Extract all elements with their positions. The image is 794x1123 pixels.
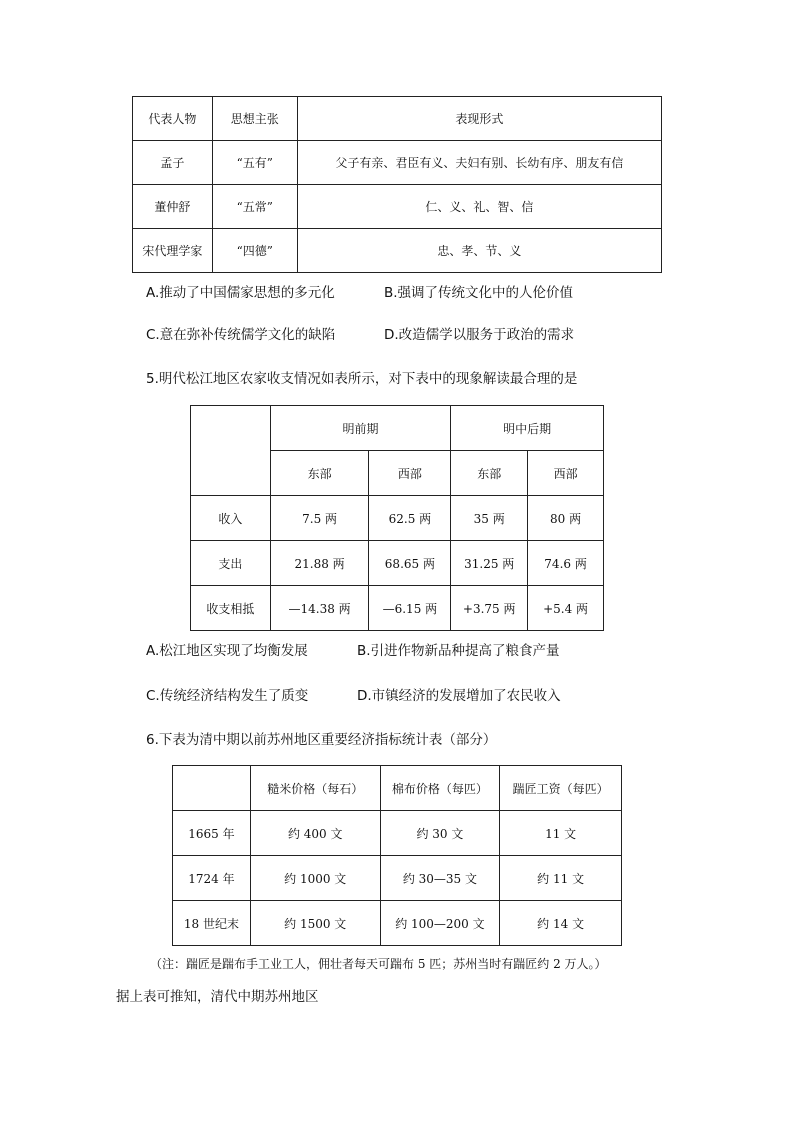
table-cell: 68.65 两 <box>369 541 451 586</box>
q6-note: （注：踹匠是踹布手工业工人，佣壮者每天可踹布 5 匹；苏州当时有踹匠约 2 万人。） <box>150 957 607 971</box>
q5-option-a: A.松江地区实现了均衡发展 <box>146 643 308 659</box>
header-cell: 东部 <box>270 451 369 496</box>
table-cell: —14.38 两 <box>270 586 369 631</box>
table-cell: +3.75 两 <box>451 586 528 631</box>
table-row <box>133 185 662 229</box>
header-cell: 代表人物 <box>133 97 213 141</box>
table-row <box>191 496 604 541</box>
table-cell: 孟子 <box>133 141 213 185</box>
table-cell: 约 1500 文 <box>250 901 380 946</box>
table-header-row <box>173 766 622 811</box>
table-row <box>191 586 604 631</box>
period-header-row <box>191 406 604 451</box>
table-cell: 约 14 文 <box>500 901 622 946</box>
table-cell: 62.5 两 <box>369 496 451 541</box>
table-cell: 董仲舒 <box>133 185 213 229</box>
table-cell: 约 30 文 <box>380 811 500 856</box>
table-cell: 约 11 文 <box>500 856 622 901</box>
table-cell: 7.5 两 <box>270 496 369 541</box>
table-cell: 宋代理学家 <box>133 229 213 273</box>
table-cell: 35 两 <box>451 496 528 541</box>
row-label: 支出 <box>191 541 271 586</box>
table-cell: 21.88 两 <box>270 541 369 586</box>
table-cell: “四德” <box>212 229 297 273</box>
table-cell: 约 30—35 文 <box>380 856 500 901</box>
header-cell: 踹匠工资（每匹） <box>500 766 622 811</box>
table-cell: 74.6 两 <box>528 541 604 586</box>
header-cell: 棉布价格（每匹） <box>380 766 500 811</box>
table-row <box>191 541 604 586</box>
table-cell: 18 世纪末 <box>173 901 251 946</box>
table-cell: 忠、孝、节、义 <box>297 229 661 273</box>
row-label: 收入 <box>191 496 271 541</box>
table-cell: “五有” <box>212 141 297 185</box>
table-row <box>173 856 622 901</box>
table-cell: 1665 年 <box>173 811 251 856</box>
table-cell: —6.15 两 <box>369 586 451 631</box>
table-cell: 约 100—200 文 <box>380 901 500 946</box>
header-cell: 糙米价格（每石） <box>250 766 380 811</box>
q5-option-d: D.市镇经济的发展增加了农民收入 <box>357 688 561 704</box>
q5-stem: 5.明代松江地区农家收支情况如表所示，对下表中的现象解读最合理的是 <box>146 371 578 387</box>
table-row <box>133 141 662 185</box>
q4-option-c: C.意在弥补传统儒学文化的缺陷 <box>146 327 336 343</box>
header-cell: 东部 <box>451 451 528 496</box>
table-cell: +5.4 两 <box>528 586 604 631</box>
q4-option-a: A.推动了中国儒家思想的多元化 <box>146 285 335 301</box>
table-cell: 约 400 文 <box>250 811 380 856</box>
header-cell: 表现形式 <box>297 97 661 141</box>
corner-cell <box>191 406 271 496</box>
table-row <box>173 811 622 856</box>
table-cell: 31.25 两 <box>451 541 528 586</box>
header-cell: 思想主张 <box>212 97 297 141</box>
row-label: 收支相抵 <box>191 586 271 631</box>
suzhou-table <box>172 765 622 946</box>
header-cell: 西部 <box>528 451 604 496</box>
table-cell: “五常” <box>212 185 297 229</box>
q6-followup: 据上表可推知，清代中期苏州地区 <box>116 989 319 1005</box>
table-cell: 1724 年 <box>173 856 251 901</box>
table-header-row <box>133 97 662 141</box>
table-row <box>173 901 622 946</box>
header-cell: 明前期 <box>270 406 451 451</box>
header-cell: 明中后期 <box>451 406 604 451</box>
ethics-table <box>132 96 662 273</box>
q4-option-d: D.改造儒学以服务于政治的需求 <box>384 327 575 343</box>
table-cell: 父子有亲、君臣有义、夫妇有别、长幼有序、朋友有信 <box>297 141 661 185</box>
table-cell: 11 文 <box>500 811 622 856</box>
q4-option-b: B.强调了传统文化中的人伦价值 <box>384 285 574 301</box>
q5-option-c: C.传统经济结构发生了质变 <box>146 688 309 704</box>
q5-option-b: B.引进作物新品种提高了粮食产量 <box>357 643 560 659</box>
q6-stem: 6.下表为清中期以前苏州地区重要经济指标统计表（部分） <box>146 732 497 748</box>
header-cell: 西部 <box>369 451 451 496</box>
songjiang-table <box>190 405 604 631</box>
table-row <box>133 229 662 273</box>
table-cell: 仁、义、礼、智、信 <box>297 185 661 229</box>
table-cell: 80 两 <box>528 496 604 541</box>
header-cell <box>173 766 251 811</box>
table-cell: 约 1000 文 <box>250 856 380 901</box>
